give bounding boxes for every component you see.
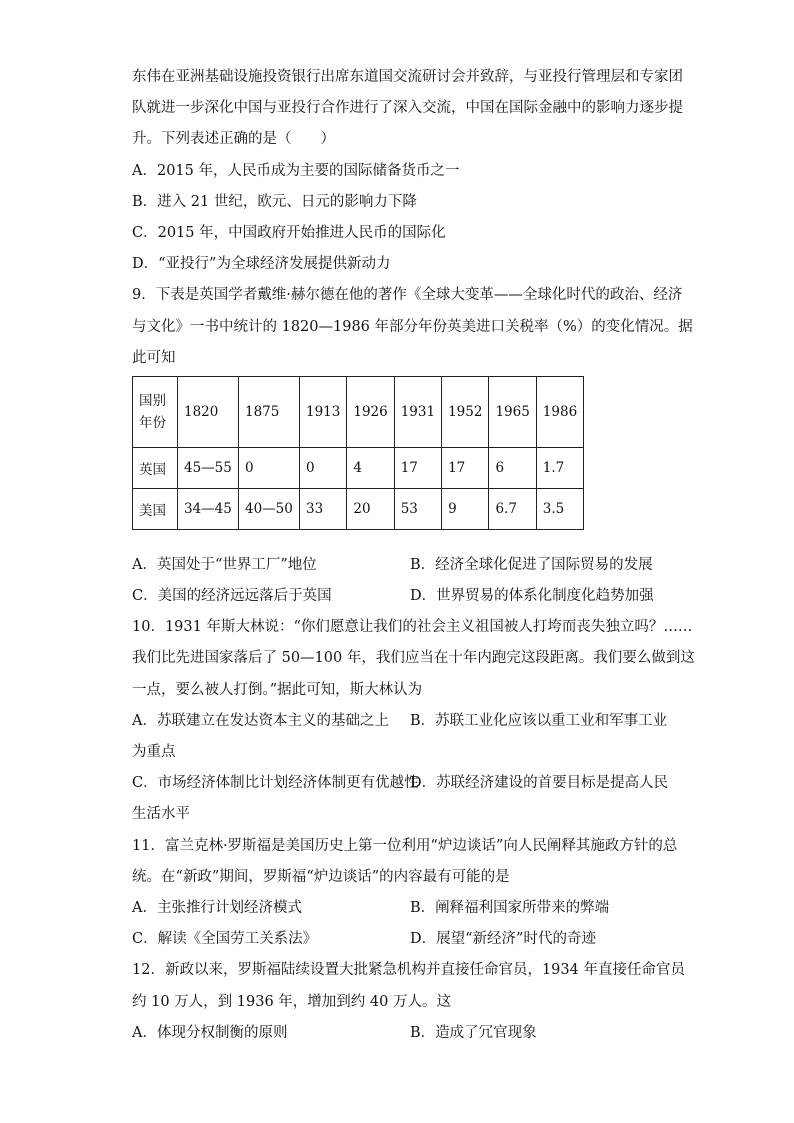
question-12	[132, 955, 685, 1049]
question-10	[132, 612, 695, 830]
q8-option-d: D．“亚投行”为全球经济发展提供新动力	[132, 256, 391, 273]
q8-option-c: C．2015 年，中国政府开始推进人民币的国际化	[132, 224, 446, 241]
question-8	[132, 62, 683, 280]
year-header: 1875	[239, 376, 300, 447]
year-header: 1913	[300, 376, 347, 447]
q10-options-row	[132, 768, 672, 799]
q8-stem-line: 升。下列表述正确的是（ ）	[132, 131, 335, 148]
table-row	[133, 488, 584, 529]
q11-options-row	[132, 924, 672, 955]
q10-option-wrap: 为重点	[132, 744, 176, 760]
q12-stem-line: 12．新政以来，罗斯福陆续设置大批紧急机构并直接任命官员，1934 年直接任命官员	[132, 962, 685, 979]
q10-option-wrap: 生活水平	[132, 806, 190, 823]
year-header: 1965	[489, 376, 536, 447]
q9-option-d: D．世界贸易的体系化制度化趋势加强	[410, 588, 654, 605]
q10-stem-line: 10．1931 年斯大林说：“你们愿意让我们的社会主义祖国被人打垮而丧失独立吗？……	[132, 619, 693, 636]
table-cell: 9	[442, 488, 489, 529]
table-row	[133, 447, 584, 488]
q12-option-b: B．造成了冗官现象	[410, 1024, 537, 1041]
table-cell: 20	[347, 488, 394, 529]
q10-option-a: A．苏联建立在发达资本主义的基础之上	[132, 712, 389, 729]
table-cell: 45—55	[178, 447, 239, 488]
q11-option-a: A．主张推行计划经济模式	[132, 899, 302, 916]
q9-stem-line: 与文化》一书中统计的 1820—1986 年部分年份英美进口关税率（%）的变化情况。据	[132, 318, 693, 335]
table-cell: 33	[300, 488, 347, 529]
table-cell: 40—50	[239, 488, 300, 529]
country-cell: 美国	[133, 488, 178, 529]
q9-option-a: A．英国处于“世界工厂”地位	[132, 556, 317, 573]
year-header: 1986	[536, 376, 583, 447]
year-header: 1926	[347, 376, 394, 447]
q10-options-row	[132, 706, 672, 737]
q11-stem-line: 统。在“新政”期间，罗斯福“炉边谈话”的内容最有可能的是	[132, 868, 510, 885]
table-corner-cell	[133, 376, 178, 447]
q8-stem-line: 东伟在亚洲基础设施投资银行出席东道国交流研讨会并致辞，与亚投行管理层和专家团	[132, 69, 683, 85]
q9-options-row	[132, 550, 672, 581]
q10-stem-line: 我们比先进国家落后了 50—100 年，我们应当在十年内跑完这段距离。我们要么做到这	[132, 650, 695, 667]
year-header: 1820	[178, 376, 239, 447]
table-cell: 0	[239, 447, 300, 488]
q10-option-d: D．苏联经济建设的首要目标是提高人民	[410, 775, 669, 792]
question-9	[132, 280, 693, 612]
q11-option-b: B．阐释福利国家所带来的弊端	[410, 899, 610, 916]
q11-option-c: C．解读《全国劳工关系法》	[132, 931, 318, 948]
table-header-row	[133, 376, 584, 447]
table-cell: 0	[300, 447, 347, 488]
tariff-table	[132, 376, 584, 530]
table-cell: 3.5	[536, 488, 583, 529]
question-11	[132, 831, 678, 956]
q10-option-c: C．市场经济体制比计划经济体制更有优越性	[132, 775, 419, 792]
table-cell: 4	[347, 447, 394, 488]
q9-stem-line: 9．下表是英国学者戴维·赫尔德在他的著作《全球大变革——全球化时代的政治、经济	[132, 287, 683, 304]
exam-page	[132, 62, 695, 1049]
q9-option-c: C．美国的经济远远落后于英国	[132, 588, 332, 605]
q9-options-row	[132, 581, 672, 612]
table-cell: 1.7	[536, 447, 583, 488]
q9-stem-line: 此可知	[132, 349, 176, 366]
q12-option-a: A．体现分权制衡的原则	[132, 1024, 288, 1041]
q10-option-b: B．苏联工业化应该以重工业和军事工业	[410, 712, 668, 729]
table-cell: 34—45	[178, 488, 239, 529]
q12-options-row	[132, 1018, 672, 1049]
year-header: 1952	[442, 376, 489, 447]
q12-stem-line: 约 10 万人，到 1936 年，增加到约 40 万人。这	[132, 993, 451, 1010]
corner-label-country: 国别	[139, 392, 166, 409]
table-cell: 17	[394, 447, 441, 488]
q8-stem-line: 队就进一步深化中国与亚投行合作进行了深入交流，中国在国际金融中的影响力逐步提	[132, 100, 683, 117]
q10-stem-line: 一点，要么被人打倒。”据此可知，斯大林认为	[132, 681, 423, 698]
q8-option-a: A．2015 年，人民币成为主要的国际储备货币之一	[132, 162, 460, 179]
corner-label-year: 年份	[139, 414, 166, 431]
table-cell: 53	[394, 488, 441, 529]
q8-option-b: B．进入 21 世纪，欧元、日元的影响力下降	[132, 193, 417, 210]
q9-option-b: B．经济全球化促进了国际贸易的发展	[410, 556, 653, 573]
q11-options-row	[132, 893, 672, 924]
q11-stem-line: 11．富兰克林·罗斯福是美国历史上第一位利用“炉边谈话”向人民阐释其施政方针的总	[132, 837, 678, 854]
country-cell: 英国	[133, 447, 178, 488]
year-header: 1931	[394, 376, 441, 447]
table-cell: 6	[489, 447, 536, 488]
table-cell: 17	[442, 447, 489, 488]
table-cell: 6.7	[489, 488, 536, 529]
q11-option-d: D．展望“新经济”时代的奇迹	[410, 931, 596, 948]
